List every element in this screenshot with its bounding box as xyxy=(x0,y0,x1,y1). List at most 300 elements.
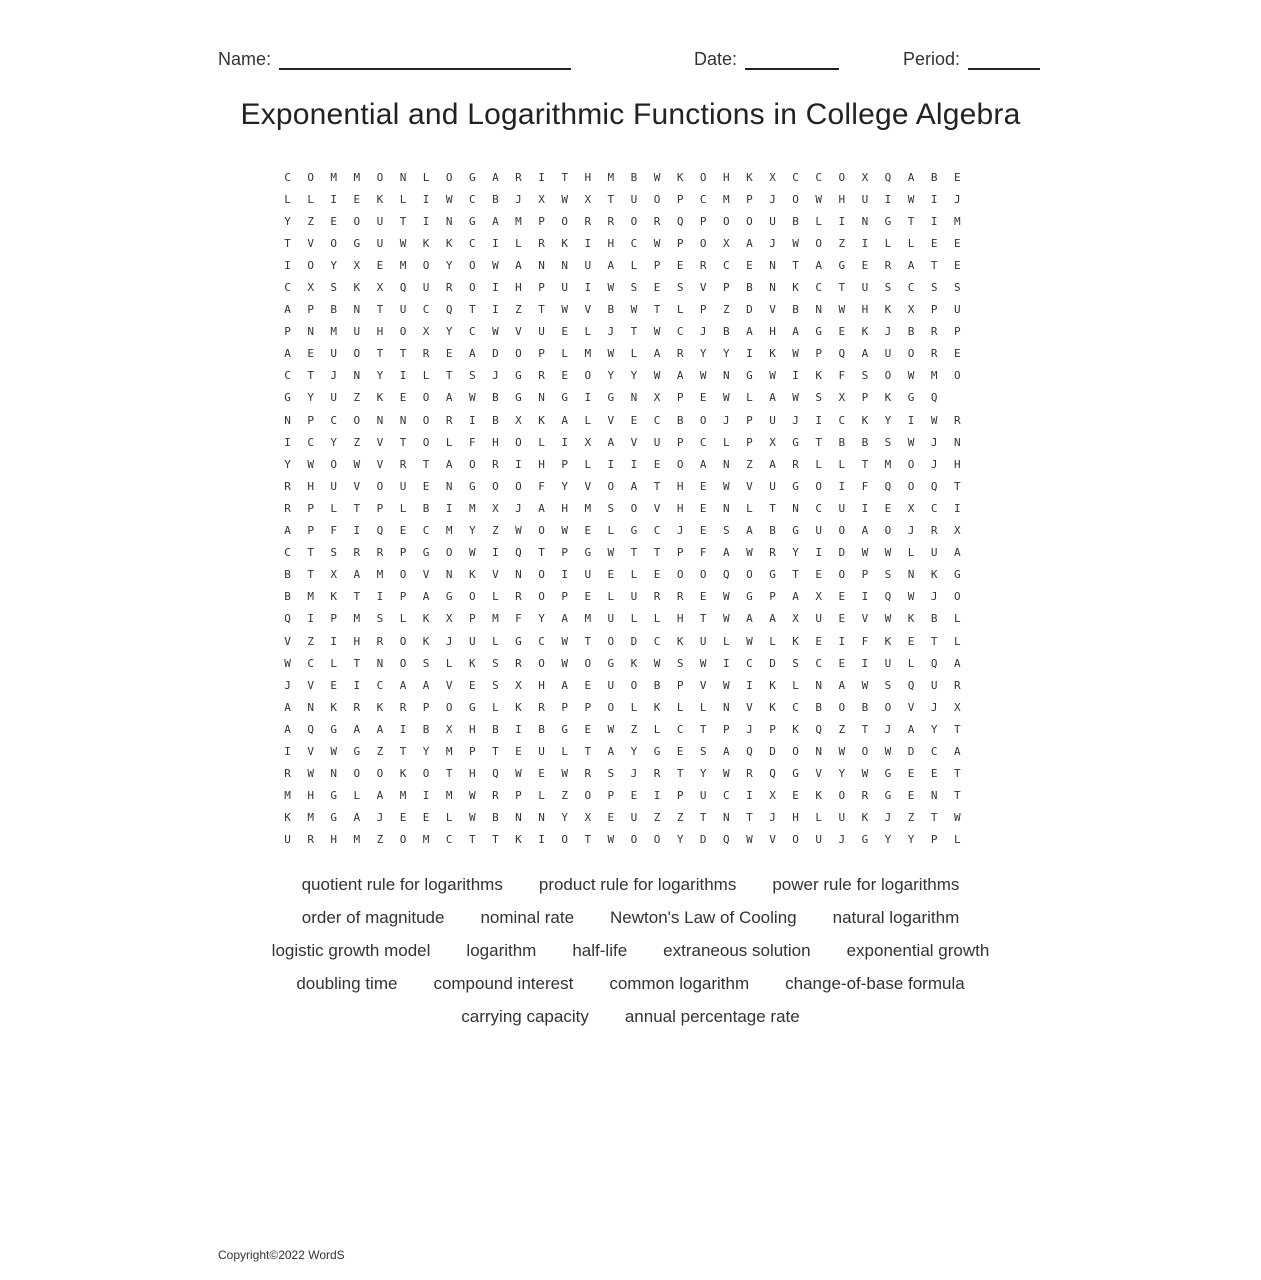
grid-letter: N xyxy=(399,170,407,184)
grid-letter: A xyxy=(376,722,384,736)
grid-letter: A xyxy=(284,524,291,538)
grid-letter: R xyxy=(538,236,545,250)
grid-letter: S xyxy=(861,369,869,383)
grid-letter: M xyxy=(607,170,615,184)
grid-letter: O xyxy=(330,236,338,250)
grid-letter: V xyxy=(376,435,384,449)
grid-letter: K xyxy=(353,281,361,295)
word-bank-item: annual percentage rate xyxy=(624,1006,800,1026)
grid-letter: A xyxy=(284,700,291,714)
grid-letter: A xyxy=(630,479,638,493)
grid-letter: W xyxy=(907,192,915,206)
grid-letter: A xyxy=(284,347,291,361)
grid-letter: Q xyxy=(515,546,522,560)
grid-letter: T xyxy=(399,744,407,758)
grid-letter: Q xyxy=(838,347,846,361)
grid-letter: O xyxy=(907,347,915,361)
grid-letter: C xyxy=(676,722,684,736)
grid-letter: W xyxy=(330,744,338,758)
grid-letter: S xyxy=(607,501,615,515)
grid-letter: L xyxy=(630,258,638,272)
grid-letter: E xyxy=(953,347,961,361)
grid-letter: P xyxy=(699,214,707,228)
grid-letter: W xyxy=(607,281,615,295)
grid-letter: N xyxy=(630,391,638,405)
grid-letter: G xyxy=(607,391,615,405)
grid-letter: X xyxy=(515,413,522,427)
grid-letter: J xyxy=(930,435,938,449)
grid-letter: E xyxy=(930,236,938,250)
grid-letter: I xyxy=(792,369,799,383)
grid-letter: E xyxy=(422,811,430,825)
grid-letter: U xyxy=(861,192,869,206)
grid-letter: O xyxy=(953,369,961,383)
grid-letter: I xyxy=(561,568,568,582)
grid-letter: G xyxy=(884,214,892,228)
grid-letter: W xyxy=(746,833,753,847)
grid-letter: N xyxy=(284,413,291,427)
grid-letter: C xyxy=(792,170,799,184)
grid-letter: C xyxy=(468,192,476,206)
grid-letter: G xyxy=(330,722,338,736)
grid-letter: O xyxy=(399,656,407,670)
grid-letter: G xyxy=(330,789,338,803)
grid-letter: O xyxy=(515,347,522,361)
grid-letter: E xyxy=(907,789,915,803)
grid-letter: T xyxy=(930,811,938,825)
grid-letter: Z xyxy=(838,722,846,736)
grid-letter: O xyxy=(399,568,407,582)
grid-letter: O xyxy=(815,236,823,250)
grid-letter: E xyxy=(838,656,846,670)
grid-letter: W xyxy=(515,767,522,781)
grid-letter: H xyxy=(838,192,846,206)
grid-letter: V xyxy=(492,568,499,582)
grid-letter: I xyxy=(492,303,499,317)
grid-letter: A xyxy=(653,347,661,361)
grid-letter: T xyxy=(953,789,961,803)
grid-letter: I xyxy=(815,413,823,427)
grid-letter: U xyxy=(376,214,384,228)
grid-letter: L xyxy=(607,590,615,604)
grid-letter: U xyxy=(653,435,661,449)
grid-letter: H xyxy=(538,678,545,692)
grid-letter: J xyxy=(746,722,753,736)
grid-letter: V xyxy=(284,634,291,648)
grid-letter: A xyxy=(492,214,499,228)
grid-letter: Z xyxy=(907,811,915,825)
grid-letter: L xyxy=(353,789,361,803)
grid-letter: C xyxy=(330,413,338,427)
grid-letter: L xyxy=(630,347,638,361)
grid-letter: I xyxy=(330,634,338,648)
grid-letter: M xyxy=(353,833,361,847)
grid-letter: N xyxy=(515,568,522,582)
grid-letter: L xyxy=(907,546,915,560)
grid-letter: W xyxy=(561,767,568,781)
grid-letter: T xyxy=(445,369,453,383)
grid-letter: W xyxy=(653,369,661,383)
grid-letter: U xyxy=(561,281,568,295)
grid-letter: G xyxy=(284,391,291,405)
grid-letter: V xyxy=(353,479,361,493)
grid-letter: U xyxy=(930,546,938,560)
grid-letter: K xyxy=(769,678,776,692)
grid-letter: L xyxy=(607,524,615,538)
grid-letter: K xyxy=(515,833,522,847)
grid-letter: R xyxy=(515,170,522,184)
grid-letter: Z xyxy=(653,811,661,825)
grid-letter: B xyxy=(676,413,684,427)
grid-letter: V xyxy=(307,236,314,250)
grid-letter: R xyxy=(930,325,938,339)
grid-letter: S xyxy=(884,568,892,582)
grid-letter: O xyxy=(607,479,615,493)
grid-letter: W xyxy=(953,811,961,825)
grid-letter: B xyxy=(838,435,846,449)
grid-letter: P xyxy=(307,501,314,515)
grid-letter: Q xyxy=(492,767,499,781)
grid-letter: O xyxy=(515,479,522,493)
grid-letter: U xyxy=(399,303,407,317)
grid-letter: W xyxy=(607,722,615,736)
grid-letter: I xyxy=(838,479,846,493)
grid-letter: O xyxy=(353,214,361,228)
grid-letter: X xyxy=(769,435,776,449)
grid-letter: X xyxy=(953,524,961,538)
grid-letter: C xyxy=(676,325,684,339)
grid-letter: K xyxy=(792,634,799,648)
grid-letter: E xyxy=(676,258,684,272)
grid-letter: T xyxy=(376,303,384,317)
grid-letter: Y xyxy=(284,457,291,471)
grid-letter: I xyxy=(284,258,291,272)
grid-letter: R xyxy=(515,590,522,604)
grid-letter: R xyxy=(792,457,799,471)
grid-letter: W xyxy=(723,678,730,692)
grid-letter: O xyxy=(492,479,499,493)
header-row xyxy=(0,46,1261,76)
grid-letter: I xyxy=(307,612,314,626)
grid-letter: P xyxy=(399,590,407,604)
grid-letter: S xyxy=(376,612,384,626)
grid-letter: E xyxy=(330,678,338,692)
grid-letter: T xyxy=(399,347,407,361)
grid-letter: M xyxy=(284,789,291,803)
grid-letter: E xyxy=(930,767,938,781)
grid-letter: W xyxy=(746,546,753,560)
grid-letter: I xyxy=(584,236,592,250)
grid-letter: A xyxy=(353,722,361,736)
grid-letter: I xyxy=(422,192,430,206)
grid-letter: O xyxy=(607,700,615,714)
grid-letter: E xyxy=(468,678,476,692)
grid-letter: C xyxy=(653,413,661,427)
grid-letter: W xyxy=(468,546,476,560)
grid-letter: P xyxy=(746,413,753,427)
grid-letter: Y xyxy=(907,833,915,847)
grid-letter: E xyxy=(607,568,615,582)
grid-letter: E xyxy=(699,590,707,604)
word-bank-item: common logarithm xyxy=(609,973,750,993)
grid-letter: L xyxy=(815,811,823,825)
grid-letter: A xyxy=(515,258,522,272)
grid-letter: P xyxy=(422,700,430,714)
grid-letter: K xyxy=(422,236,430,250)
grid-letter: R xyxy=(953,678,961,692)
grid-letter: T xyxy=(445,767,453,781)
grid-letter: B xyxy=(284,590,291,604)
grid-letter: W xyxy=(815,192,823,206)
grid-letter: R xyxy=(884,258,892,272)
grid-letter: P xyxy=(930,303,938,317)
grid-letter: B xyxy=(769,524,776,538)
grid-letter: O xyxy=(907,479,915,493)
grid-letter: T xyxy=(653,479,661,493)
grid-letter: L xyxy=(399,501,407,515)
grid-letter: I xyxy=(492,281,499,295)
grid-letter: I xyxy=(861,236,869,250)
grid-letter: N xyxy=(538,811,545,825)
grid-letter: O xyxy=(838,524,846,538)
word-bank-item: product rule for logarithms xyxy=(538,874,737,894)
grid-letter: L xyxy=(284,192,291,206)
grid-letter: V xyxy=(515,325,522,339)
grid-letter: V xyxy=(815,767,823,781)
grid-letter: G xyxy=(792,524,799,538)
grid-letter: I xyxy=(815,546,823,560)
grid-letter: I xyxy=(353,524,361,538)
grid-letter: G xyxy=(815,325,823,339)
grid-letter: U xyxy=(815,833,823,847)
grid-letter: Q xyxy=(723,568,730,582)
grid-letter: O xyxy=(630,501,638,515)
grid-letter: Y xyxy=(284,214,291,228)
grid-letter: W xyxy=(723,767,730,781)
grid-letter: T xyxy=(584,634,592,648)
grid-letter: G xyxy=(468,700,476,714)
grid-letter: Z xyxy=(307,634,314,648)
grid-letter: E xyxy=(653,457,661,471)
grid-letter: G xyxy=(769,568,776,582)
grid-letter: X xyxy=(861,170,869,184)
grid-letter: A xyxy=(907,170,915,184)
grid-letter: P xyxy=(330,612,338,626)
grid-letter: M xyxy=(884,457,892,471)
grid-letter: U xyxy=(769,413,776,427)
grid-letter: E xyxy=(607,811,615,825)
grid-letter: X xyxy=(515,678,522,692)
grid-letter: O xyxy=(630,214,638,228)
grid-letter: L xyxy=(815,214,823,228)
grid-letter: M xyxy=(307,590,314,604)
grid-letter: W xyxy=(284,656,291,670)
grid-letter: A xyxy=(861,347,869,361)
grid-letter: K xyxy=(884,303,892,317)
grid-letter: A xyxy=(907,258,915,272)
date-field xyxy=(694,46,839,70)
grid-letter: R xyxy=(353,700,361,714)
grid-letter: J xyxy=(769,192,776,206)
grid-letter: L xyxy=(884,236,892,250)
grid-letter: O xyxy=(353,347,361,361)
grid-letter: U xyxy=(584,568,592,582)
grid-letter: S xyxy=(330,546,338,560)
grid-letter: K xyxy=(907,612,915,626)
grid-letter: U xyxy=(284,833,291,847)
grid-letter: C xyxy=(930,744,938,758)
word-bank-item: nominal rate xyxy=(480,907,575,927)
grid-letter: O xyxy=(422,413,430,427)
grid-letter: K xyxy=(861,811,869,825)
grid-letter: J xyxy=(792,413,799,427)
grid-letter: K xyxy=(445,236,453,250)
word-bank-row xyxy=(461,1000,799,1033)
grid-letter: R xyxy=(653,767,661,781)
grid-letter: R xyxy=(538,369,545,383)
grid-letter: A xyxy=(538,501,545,515)
grid-letter: T xyxy=(907,214,915,228)
grid-letter: O xyxy=(422,767,430,781)
grid-letter: T xyxy=(376,347,384,361)
grid-letter: A xyxy=(284,303,291,317)
grid-letter: G xyxy=(838,258,846,272)
grid-letter: O xyxy=(468,281,476,295)
grid-letter: U xyxy=(538,744,545,758)
grid-letter: R xyxy=(953,413,961,427)
grid-letter: I xyxy=(746,678,753,692)
grid-letter: N xyxy=(353,369,361,383)
grid-letter: R xyxy=(515,656,522,670)
grid-letter: O xyxy=(838,700,846,714)
grid-letter: X xyxy=(723,236,730,250)
grid-letter: O xyxy=(653,833,661,847)
grid-letter: T xyxy=(353,590,361,604)
word-search-grid xyxy=(276,166,969,851)
grid-letter: O xyxy=(422,435,430,449)
grid-letter: A xyxy=(792,590,799,604)
grid-letter: R xyxy=(769,546,776,560)
grid-letter: E xyxy=(815,568,823,582)
grid-letter: P xyxy=(953,325,961,339)
grid-letter: K xyxy=(653,700,661,714)
grid-letter: N xyxy=(907,568,915,582)
grid-letter: C xyxy=(468,236,476,250)
grid-letter: J xyxy=(376,811,384,825)
grid-letter: M xyxy=(399,789,407,803)
grid-letter: H xyxy=(723,170,730,184)
grid-letter: J xyxy=(930,590,938,604)
grid-letter: M xyxy=(445,789,453,803)
grid-letter: Q xyxy=(445,303,453,317)
grid-letter: L xyxy=(399,192,407,206)
grid-letter: A xyxy=(468,347,476,361)
grid-letter: L xyxy=(676,700,684,714)
grid-letter: P xyxy=(861,391,869,405)
grid-letter: W xyxy=(907,435,915,449)
grid-letter: S xyxy=(699,744,707,758)
grid-letter: U xyxy=(884,656,892,670)
grid-letter: N xyxy=(861,214,869,228)
grid-letter: Q xyxy=(815,722,823,736)
grid-letter: B xyxy=(792,214,799,228)
grid-letter: Y xyxy=(676,833,684,847)
grid-letter: V xyxy=(769,303,776,317)
grid-letter: R xyxy=(284,479,291,493)
grid-letter: W xyxy=(561,303,568,317)
grid-letter: Q xyxy=(399,281,407,295)
grid-letter: K xyxy=(284,811,291,825)
grid-letter: Q xyxy=(723,833,730,847)
grid-letter: E xyxy=(953,170,961,184)
grid-letter: M xyxy=(330,325,338,339)
grid-letter: O xyxy=(607,634,615,648)
period-blank-line xyxy=(968,46,1040,70)
grid-letter: E xyxy=(746,258,753,272)
grid-letter: Q xyxy=(930,391,938,405)
grid-letter: U xyxy=(815,524,823,538)
word-bank-item: logistic growth model xyxy=(271,940,431,960)
word-bank-item: carrying capacity xyxy=(461,1006,589,1026)
grid-letter: L xyxy=(445,435,453,449)
grid-letter: U xyxy=(330,479,338,493)
word-bank-item: power rule for logarithms xyxy=(772,874,960,894)
grid-letter: I xyxy=(861,590,869,604)
grid-letter: H xyxy=(307,479,314,493)
grid-letter: X xyxy=(307,281,314,295)
grid-letter: O xyxy=(538,590,545,604)
grid-letter: G xyxy=(907,391,915,405)
grid-letter: H xyxy=(607,236,615,250)
grid-letter: N xyxy=(561,258,568,272)
grid-letter: Z xyxy=(630,722,638,736)
grid-letter: O xyxy=(376,767,384,781)
grid-letter: A xyxy=(561,413,568,427)
grid-letter: W xyxy=(930,413,938,427)
grid-letter: S xyxy=(884,281,892,295)
grid-letter: A xyxy=(953,656,961,670)
grid-letter: L xyxy=(746,501,753,515)
grid-letter: O xyxy=(307,170,314,184)
grid-letter: O xyxy=(746,214,753,228)
grid-letter: V xyxy=(769,833,776,847)
grid-letter: V xyxy=(653,501,661,515)
grid-letter: S xyxy=(676,656,684,670)
grid-letter: C xyxy=(838,413,846,427)
grid-letter: R xyxy=(445,413,453,427)
grid-letter: G xyxy=(445,590,453,604)
grid-letter: L xyxy=(445,811,453,825)
grid-letter: G xyxy=(861,833,869,847)
grid-letter: N xyxy=(769,258,776,272)
grid-letter: Q xyxy=(930,479,938,493)
grid-letter: W xyxy=(861,678,869,692)
grid-letter: P xyxy=(699,303,707,317)
grid-letter: Q xyxy=(930,656,938,670)
grid-letter: F xyxy=(838,369,846,383)
grid-letter: K xyxy=(538,413,545,427)
grid-letter: K xyxy=(769,700,776,714)
grid-letter: O xyxy=(399,833,407,847)
grid-letter: K xyxy=(815,789,823,803)
grid-letter: P xyxy=(676,546,684,560)
grid-letter: R xyxy=(376,546,384,560)
grid-letter: L xyxy=(561,744,568,758)
grid-letter: P xyxy=(468,744,476,758)
grid-letter: R xyxy=(284,501,291,515)
grid-letter: H xyxy=(353,634,361,648)
grid-letter: I xyxy=(861,656,869,670)
